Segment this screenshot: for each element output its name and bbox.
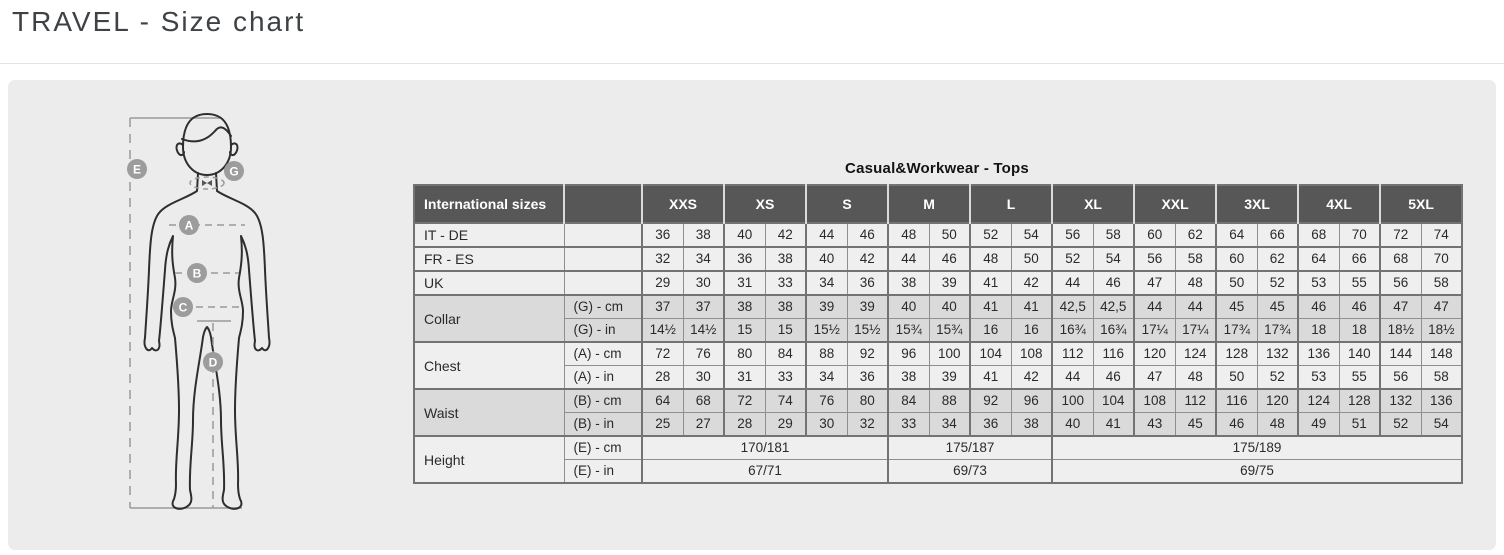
size-value-cell: 76 [683, 342, 724, 366]
size-value-cell: 100 [929, 342, 970, 366]
size-value-cell: 92 [970, 389, 1011, 413]
size-value-cell: 15¾ [929, 319, 970, 343]
size-value-cell: 47 [1380, 295, 1421, 319]
size-value-cell: 66 [1257, 223, 1298, 247]
size-value-cell: 39 [929, 271, 970, 295]
size-value-cell: 76 [806, 389, 847, 413]
size-value-cell: 38 [888, 271, 929, 295]
size-header-m: M [888, 185, 970, 223]
size-value-cell: 34 [929, 413, 970, 437]
size-value-cell: 60 [1216, 247, 1257, 271]
size-value-cell: 48 [888, 223, 929, 247]
size-value-cell: 36 [724, 247, 765, 271]
size-value-cell: 40 [1052, 413, 1093, 437]
size-value-cell: 47 [1134, 366, 1175, 390]
row-unit-label: (B) - in [564, 413, 642, 437]
size-value-cell: 54 [1011, 223, 1052, 247]
size-value-cell: 60 [1134, 223, 1175, 247]
size-value-cell: 28 [724, 413, 765, 437]
row-unit-label: (E) - in [564, 460, 642, 484]
corner-header-international-sizes: International sizes [414, 185, 564, 223]
row-unit-label [564, 247, 642, 271]
size-header-l: L [970, 185, 1052, 223]
size-value-cell: 92 [847, 342, 888, 366]
size-value-cell: 46 [847, 223, 888, 247]
size-value-cell: 68 [1380, 247, 1421, 271]
size-value-cell: 15½ [847, 319, 888, 343]
size-value-cell: 51 [1339, 413, 1380, 437]
size-value-cell: 50 [1216, 366, 1257, 390]
size-value-cell: 27 [683, 413, 724, 437]
size-value-cell: 69/75 [1052, 460, 1462, 484]
size-value-cell: 32 [642, 247, 683, 271]
svg-text:B: B [192, 266, 202, 281]
size-value-cell: 15 [724, 319, 765, 343]
size-value-cell: 52 [1257, 366, 1298, 390]
size-value-cell: 18 [1339, 319, 1380, 343]
size-value-cell: 36 [847, 271, 888, 295]
size-value-cell: 68 [683, 389, 724, 413]
size-value-cell: 116 [1093, 342, 1134, 366]
size-value-cell: 46 [1216, 413, 1257, 437]
size-value-cell: 38 [683, 223, 724, 247]
size-value-cell: 175/189 [1052, 436, 1462, 460]
size-value-cell: 18½ [1421, 319, 1462, 343]
marker-b [187, 263, 207, 283]
size-value-cell: 41 [970, 366, 1011, 390]
size-value-cell: 132 [1380, 389, 1421, 413]
size-value-cell: 124 [1175, 342, 1216, 366]
size-value-cell: 31 [724, 366, 765, 390]
table-row [414, 460, 1462, 484]
table-row [414, 295, 1462, 319]
size-value-cell: 33 [765, 271, 806, 295]
size-value-cell: 104 [970, 342, 1011, 366]
body-figure-svg [105, 95, 335, 530]
size-value-cell: 54 [1093, 247, 1134, 271]
size-value-cell: 70 [1421, 247, 1462, 271]
size-header-xxs: XXS [642, 185, 724, 223]
size-value-cell: 39 [847, 295, 888, 319]
size-value-cell: 46 [1339, 295, 1380, 319]
row-label: Chest [414, 342, 564, 389]
size-value-cell: 74 [765, 389, 806, 413]
size-value-cell: 108 [1134, 389, 1175, 413]
size-value-cell: 175/187 [888, 436, 1052, 460]
size-value-cell: 16 [1011, 319, 1052, 343]
size-value-cell: 38 [888, 366, 929, 390]
size-value-cell: 36 [970, 413, 1011, 437]
size-value-cell: 136 [1421, 389, 1462, 413]
size-value-cell: 64 [1298, 247, 1339, 271]
size-value-cell: 41 [970, 271, 1011, 295]
size-value-cell: 84 [765, 342, 806, 366]
size-value-cell: 48 [1175, 366, 1216, 390]
table-row [414, 436, 1462, 460]
size-value-cell: 36 [847, 366, 888, 390]
collar-bow-mark [202, 180, 212, 186]
size-value-cell: 29 [765, 413, 806, 437]
size-chart-panel [8, 80, 1496, 550]
size-value-cell: 42 [765, 223, 806, 247]
size-value-cell: 49 [1298, 413, 1339, 437]
size-header-4xl: 4XL [1298, 185, 1380, 223]
size-value-cell: 116 [1216, 389, 1257, 413]
size-value-cell: 84 [888, 389, 929, 413]
size-value-cell: 46 [1093, 271, 1134, 295]
size-value-cell: 41 [1011, 295, 1052, 319]
table-row [414, 413, 1462, 437]
size-value-cell: 58 [1093, 223, 1134, 247]
head-outline [183, 114, 231, 175]
size-value-cell: 104 [1093, 389, 1134, 413]
row-unit-label [564, 223, 642, 247]
size-value-cell: 64 [642, 389, 683, 413]
size-value-cell: 40 [929, 295, 970, 319]
body-outline [145, 114, 270, 509]
size-value-cell: 58 [1175, 247, 1216, 271]
table-row [414, 223, 1462, 247]
size-value-cell: 17¾ [1257, 319, 1298, 343]
row-label: FR - ES [414, 247, 564, 271]
size-value-cell: 112 [1052, 342, 1093, 366]
size-value-cell: 55 [1339, 366, 1380, 390]
size-value-cell: 30 [683, 271, 724, 295]
size-table-header-row [414, 185, 1462, 223]
table-row [414, 247, 1462, 271]
body-silhouette [145, 173, 270, 509]
size-value-cell: 55 [1339, 271, 1380, 295]
size-value-cell: 52 [1380, 413, 1421, 437]
size-value-cell: 50 [1011, 247, 1052, 271]
size-value-cell: 37 [642, 295, 683, 319]
size-value-cell: 17¼ [1175, 319, 1216, 343]
size-value-cell: 44 [1052, 271, 1093, 295]
size-value-cell: 36 [642, 223, 683, 247]
size-value-cell: 100 [1052, 389, 1093, 413]
size-table [413, 184, 1463, 484]
size-value-cell: 112 [1175, 389, 1216, 413]
size-value-cell: 40 [806, 247, 847, 271]
page-title: TRAVEL - Size chart [12, 6, 306, 37]
size-value-cell: 17¾ [1216, 319, 1257, 343]
size-value-cell: 33 [888, 413, 929, 437]
size-value-cell: 56 [1134, 247, 1175, 271]
marker-c [173, 297, 193, 317]
size-value-cell: 80 [847, 389, 888, 413]
size-value-cell: 38 [724, 295, 765, 319]
svg-text:C: C [178, 300, 188, 315]
size-value-cell: 47 [1421, 295, 1462, 319]
size-value-cell: 52 [1052, 247, 1093, 271]
size-value-cell: 44 [1052, 366, 1093, 390]
size-header-3xl: 3XL [1216, 185, 1298, 223]
size-value-cell: 120 [1134, 342, 1175, 366]
size-value-cell: 38 [1011, 413, 1052, 437]
size-value-cell: 52 [970, 223, 1011, 247]
size-value-cell: 45 [1216, 295, 1257, 319]
corner-header-empty [564, 185, 642, 223]
size-value-cell: 34 [806, 366, 847, 390]
size-value-cell: 44 [1134, 295, 1175, 319]
size-header-xxl: XXL [1134, 185, 1216, 223]
size-header-5xl: 5XL [1380, 185, 1462, 223]
size-value-cell: 88 [806, 342, 847, 366]
body-measurement-figure [105, 95, 335, 530]
row-unit-label: (B) - cm [564, 389, 642, 413]
table-row [414, 342, 1462, 366]
size-value-cell: 136 [1298, 342, 1339, 366]
size-value-cell: 50 [1216, 271, 1257, 295]
size-value-cell: 96 [888, 342, 929, 366]
size-value-cell: 31 [724, 271, 765, 295]
size-value-cell: 53 [1298, 271, 1339, 295]
row-unit-label: (G) - cm [564, 295, 642, 319]
hair-line [182, 127, 231, 141]
marker-d [203, 352, 223, 372]
size-value-cell: 42 [1011, 271, 1052, 295]
size-value-cell: 41 [970, 295, 1011, 319]
size-value-cell: 170/181 [642, 436, 888, 460]
size-value-cell: 62 [1175, 223, 1216, 247]
row-label: Waist [414, 389, 564, 436]
size-value-cell: 50 [929, 223, 970, 247]
size-value-cell: 30 [806, 413, 847, 437]
size-value-cell: 42,5 [1093, 295, 1134, 319]
size-value-cell: 28 [642, 366, 683, 390]
size-value-cell: 14½ [642, 319, 683, 343]
size-value-cell: 34 [806, 271, 847, 295]
row-unit-label: (E) - cm [564, 436, 642, 460]
size-value-cell: 108 [1011, 342, 1052, 366]
size-value-cell: 62 [1257, 247, 1298, 271]
size-value-cell: 56 [1052, 223, 1093, 247]
marker-a [179, 215, 199, 235]
size-value-cell: 72 [1380, 223, 1421, 247]
size-value-cell: 128 [1216, 342, 1257, 366]
size-value-cell: 132 [1257, 342, 1298, 366]
row-unit-label [564, 271, 642, 295]
size-value-cell: 69/73 [888, 460, 1052, 484]
row-unit-label: (A) - in [564, 366, 642, 390]
size-value-cell: 38 [765, 247, 806, 271]
size-value-cell: 56 [1380, 271, 1421, 295]
size-value-cell: 33 [765, 366, 806, 390]
size-value-cell: 88 [929, 389, 970, 413]
table-row [414, 389, 1462, 413]
size-value-cell: 67/71 [642, 460, 888, 484]
size-value-cell: 124 [1298, 389, 1339, 413]
size-value-cell: 45 [1175, 413, 1216, 437]
size-value-cell: 43 [1134, 413, 1175, 437]
size-value-cell: 47 [1134, 271, 1175, 295]
row-unit-label: (G) - in [564, 319, 642, 343]
size-value-cell: 48 [970, 247, 1011, 271]
row-label: Collar [414, 295, 564, 342]
size-value-cell: 18½ [1380, 319, 1421, 343]
size-value-cell: 66 [1339, 247, 1380, 271]
size-value-cell: 80 [724, 342, 765, 366]
svg-text:A: A [184, 218, 194, 233]
svg-text:G: G [229, 164, 239, 179]
size-value-cell: 144 [1380, 342, 1421, 366]
size-value-cell: 96 [1011, 389, 1052, 413]
title-separator [0, 63, 1504, 64]
size-value-cell: 72 [642, 342, 683, 366]
size-value-cell: 41 [1093, 413, 1134, 437]
size-value-cell: 54 [1421, 413, 1462, 437]
size-value-cell: 17¼ [1134, 319, 1175, 343]
size-value-cell: 46 [929, 247, 970, 271]
size-value-cell: 16¾ [1052, 319, 1093, 343]
size-value-cell: 15 [765, 319, 806, 343]
size-table-title: Casual&Workwear - Tops [845, 160, 1029, 177]
row-label: Height [414, 436, 564, 483]
table-row [414, 271, 1462, 295]
size-value-cell: 120 [1257, 389, 1298, 413]
row-label: UK [414, 271, 564, 295]
size-value-cell: 14½ [683, 319, 724, 343]
size-value-cell: 42,5 [1052, 295, 1093, 319]
svg-text:E: E [132, 162, 142, 177]
size-table-section [413, 160, 1461, 484]
size-value-cell: 40 [724, 223, 765, 247]
size-value-cell: 70 [1339, 223, 1380, 247]
size-value-cell: 140 [1339, 342, 1380, 366]
size-header-xl: XL [1052, 185, 1134, 223]
size-value-cell: 44 [1175, 295, 1216, 319]
size-value-cell: 56 [1380, 366, 1421, 390]
size-value-cell: 74 [1421, 223, 1462, 247]
size-value-cell: 15½ [806, 319, 847, 343]
size-value-cell: 52 [1257, 271, 1298, 295]
size-value-cell: 40 [888, 295, 929, 319]
size-value-cell: 148 [1421, 342, 1462, 366]
size-value-cell: 32 [847, 413, 888, 437]
size-value-cell: 46 [1298, 295, 1339, 319]
marker-e [127, 159, 147, 179]
size-value-cell: 45 [1257, 295, 1298, 319]
size-value-cell: 37 [683, 295, 724, 319]
size-value-cell: 18 [1298, 319, 1339, 343]
size-value-cell: 58 [1421, 271, 1462, 295]
table-row [414, 366, 1462, 390]
size-value-cell: 48 [1175, 271, 1216, 295]
size-value-cell: 30 [683, 366, 724, 390]
size-value-cell: 44 [806, 223, 847, 247]
size-value-cell: 58 [1421, 366, 1462, 390]
size-value-cell: 29 [642, 271, 683, 295]
size-value-cell: 48 [1257, 413, 1298, 437]
size-value-cell: 42 [847, 247, 888, 271]
size-header-xs: XS [724, 185, 806, 223]
size-value-cell: 44 [888, 247, 929, 271]
row-unit-label: (A) - cm [564, 342, 642, 366]
size-value-cell: 42 [1011, 366, 1052, 390]
svg-text:D: D [208, 355, 218, 370]
size-value-cell: 128 [1339, 389, 1380, 413]
size-value-cell: 16 [970, 319, 1011, 343]
row-label: IT - DE [414, 223, 564, 247]
size-value-cell: 25 [642, 413, 683, 437]
marker-g [224, 161, 244, 181]
size-value-cell: 53 [1298, 366, 1339, 390]
table-row [414, 319, 1462, 343]
size-value-cell: 46 [1093, 366, 1134, 390]
size-header-s: S [806, 185, 888, 223]
collar-measure-line [190, 177, 224, 189]
size-value-cell: 16¾ [1093, 319, 1134, 343]
size-value-cell: 38 [765, 295, 806, 319]
size-value-cell: 64 [1216, 223, 1257, 247]
size-value-cell: 68 [1298, 223, 1339, 247]
size-value-cell: 34 [683, 247, 724, 271]
size-value-cell: 39 [929, 366, 970, 390]
size-value-cell: 39 [806, 295, 847, 319]
size-value-cell: 15¾ [888, 319, 929, 343]
size-value-cell: 72 [724, 389, 765, 413]
